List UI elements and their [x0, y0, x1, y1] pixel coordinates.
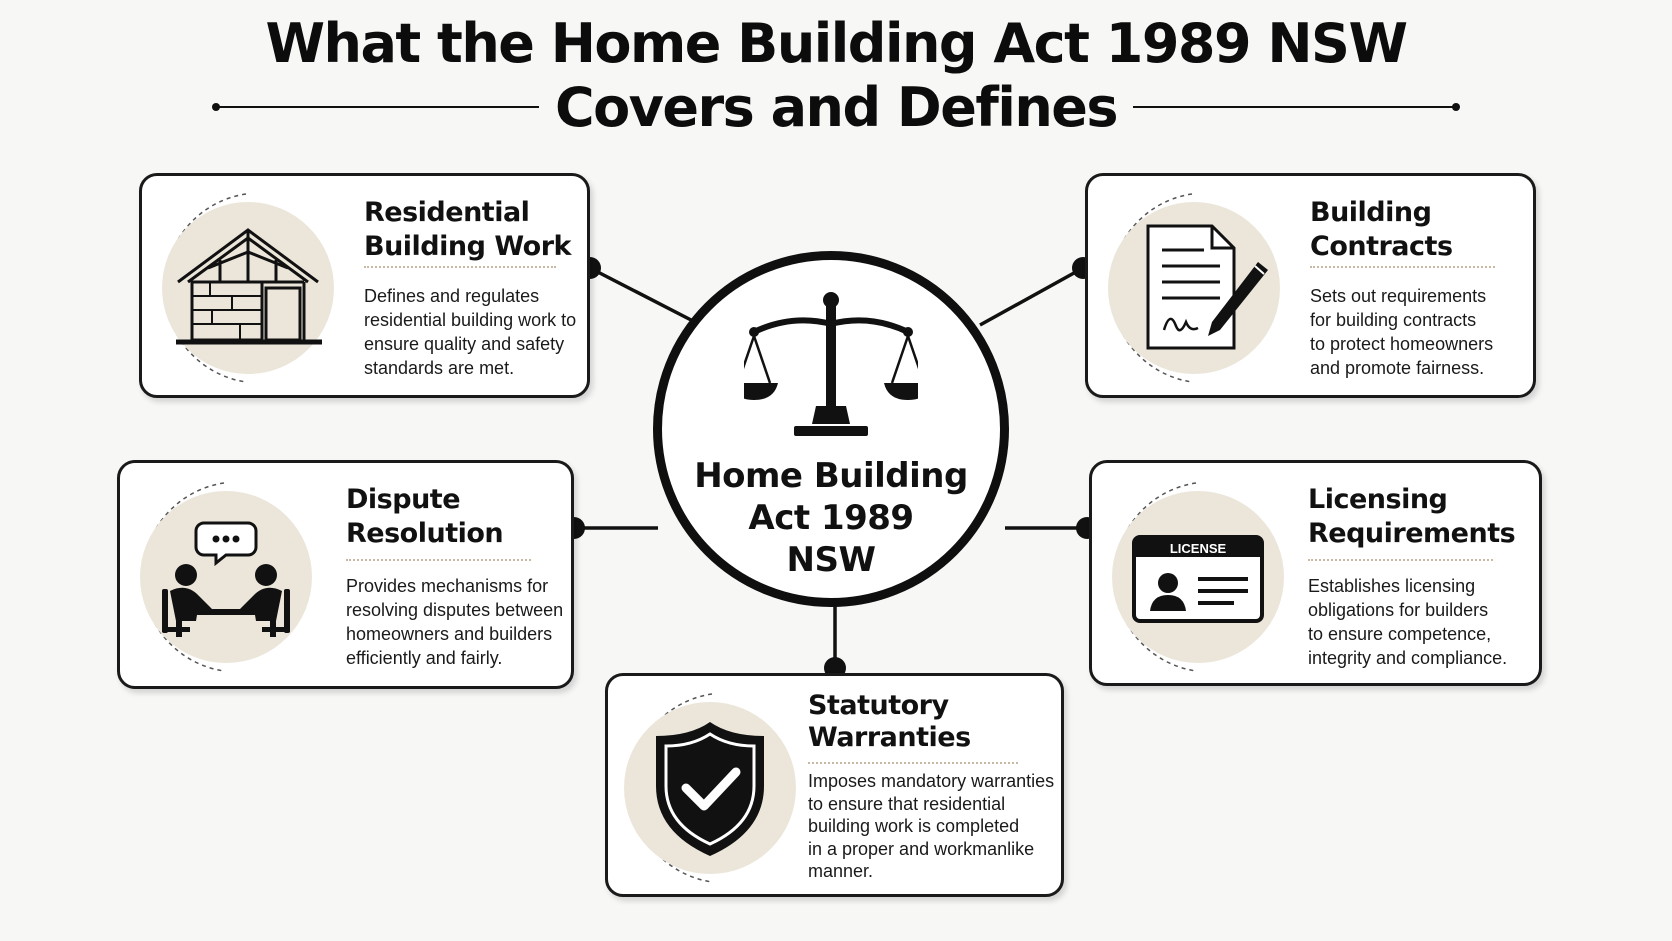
card-heading-line-2: Warranties — [808, 722, 971, 753]
desc-line-3: to ensure competence, — [1308, 624, 1492, 644]
separator — [346, 559, 531, 561]
shield-check-icon — [624, 702, 796, 874]
house-under-construction-icon — [162, 202, 334, 374]
hub-line-2: Act 1989 — [748, 498, 914, 538]
card-heading — [808, 690, 971, 754]
desc-line-1: Sets out requirements — [1310, 286, 1487, 306]
desc-line-3: to protect homeowners — [1310, 334, 1494, 354]
icon-badge — [1112, 491, 1284, 663]
scales-of-justice-icon — [744, 288, 918, 458]
license-badge-text: LICENSE — [1169, 541, 1227, 556]
desc-line-1: Imposes mandatory warranties — [808, 771, 1055, 791]
desc-line-2: obligations for builders — [1308, 600, 1489, 620]
card-heading — [346, 483, 503, 551]
desc-line-4: integrity and compliance. — [1308, 648, 1508, 668]
separator — [364, 266, 556, 268]
card-heading-line-1: Residential — [364, 197, 530, 228]
desc-line-4: and promote fairness. — [1310, 358, 1485, 378]
card-heading — [1310, 196, 1453, 264]
card-licensing-requirements — [1089, 460, 1542, 686]
card-heading-line-1: Licensing — [1308, 484, 1448, 515]
card-dispute-resolution — [117, 460, 574, 689]
card-heading-line-1: Building — [1310, 197, 1432, 228]
desc-line-2: residential building work to — [364, 310, 577, 330]
card-heading-line-2: Building Work — [364, 231, 571, 262]
card-heading-line-2: Resolution — [346, 518, 504, 549]
card-heading-line-1: Statutory — [808, 690, 949, 721]
desc-line-1: Establishes licensing — [1308, 576, 1476, 596]
card-description — [1310, 284, 1493, 380]
license-card-icon — [1112, 491, 1284, 663]
card-description — [1308, 574, 1507, 670]
card-heading-line-2: Requirements — [1308, 518, 1516, 549]
icon-badge — [162, 202, 334, 374]
icon-badge — [140, 491, 312, 663]
icon-badge — [624, 702, 796, 874]
title-line-1: What the Home Building Act 1989 NSW — [265, 12, 1407, 75]
desc-line-3: building work is completed — [808, 816, 1020, 836]
card-statutory-warranties — [605, 673, 1064, 897]
icon-badge — [1108, 202, 1280, 374]
card-description — [808, 770, 1054, 883]
desc-line-1: Provides mechanisms for — [346, 576, 549, 596]
desc-line-1: Defines and regulates — [364, 286, 540, 306]
desc-line-4: standards are met. — [364, 358, 515, 378]
card-building-contracts — [1085, 173, 1536, 398]
hub-line-1: Home Building — [694, 456, 968, 496]
desc-line-4: efficiently and fairly. — [346, 648, 503, 668]
signed-contract-icon — [1108, 202, 1280, 374]
hub-line-3: NSW — [786, 540, 876, 580]
hub-title — [662, 455, 1000, 581]
desc-line-2: to ensure that residential — [808, 793, 1006, 814]
card-residential-building-work — [139, 173, 590, 398]
people-discussion-icon — [140, 491, 312, 663]
title-line-2: Covers and Defines — [554, 76, 1118, 139]
card-heading-line-1: Dispute — [346, 484, 461, 515]
card-description — [346, 574, 563, 670]
card-heading — [1308, 483, 1515, 551]
central-hub — [653, 251, 1009, 607]
card-heading-line-2: Contracts — [1310, 231, 1453, 262]
card-description — [364, 284, 576, 380]
separator — [808, 762, 1018, 764]
separator — [1308, 559, 1493, 561]
card-heading — [364, 196, 571, 264]
desc-line-5: manner. — [808, 861, 874, 881]
desc-line-2: resolving disputes between — [346, 600, 564, 620]
desc-line-4: in a proper and workmanlike — [808, 838, 1035, 859]
desc-line-3: ensure quality and safety — [364, 334, 565, 354]
desc-line-2: for building contracts — [1310, 310, 1477, 330]
separator — [1310, 266, 1495, 268]
desc-line-3: homeowners and builders — [346, 624, 553, 644]
